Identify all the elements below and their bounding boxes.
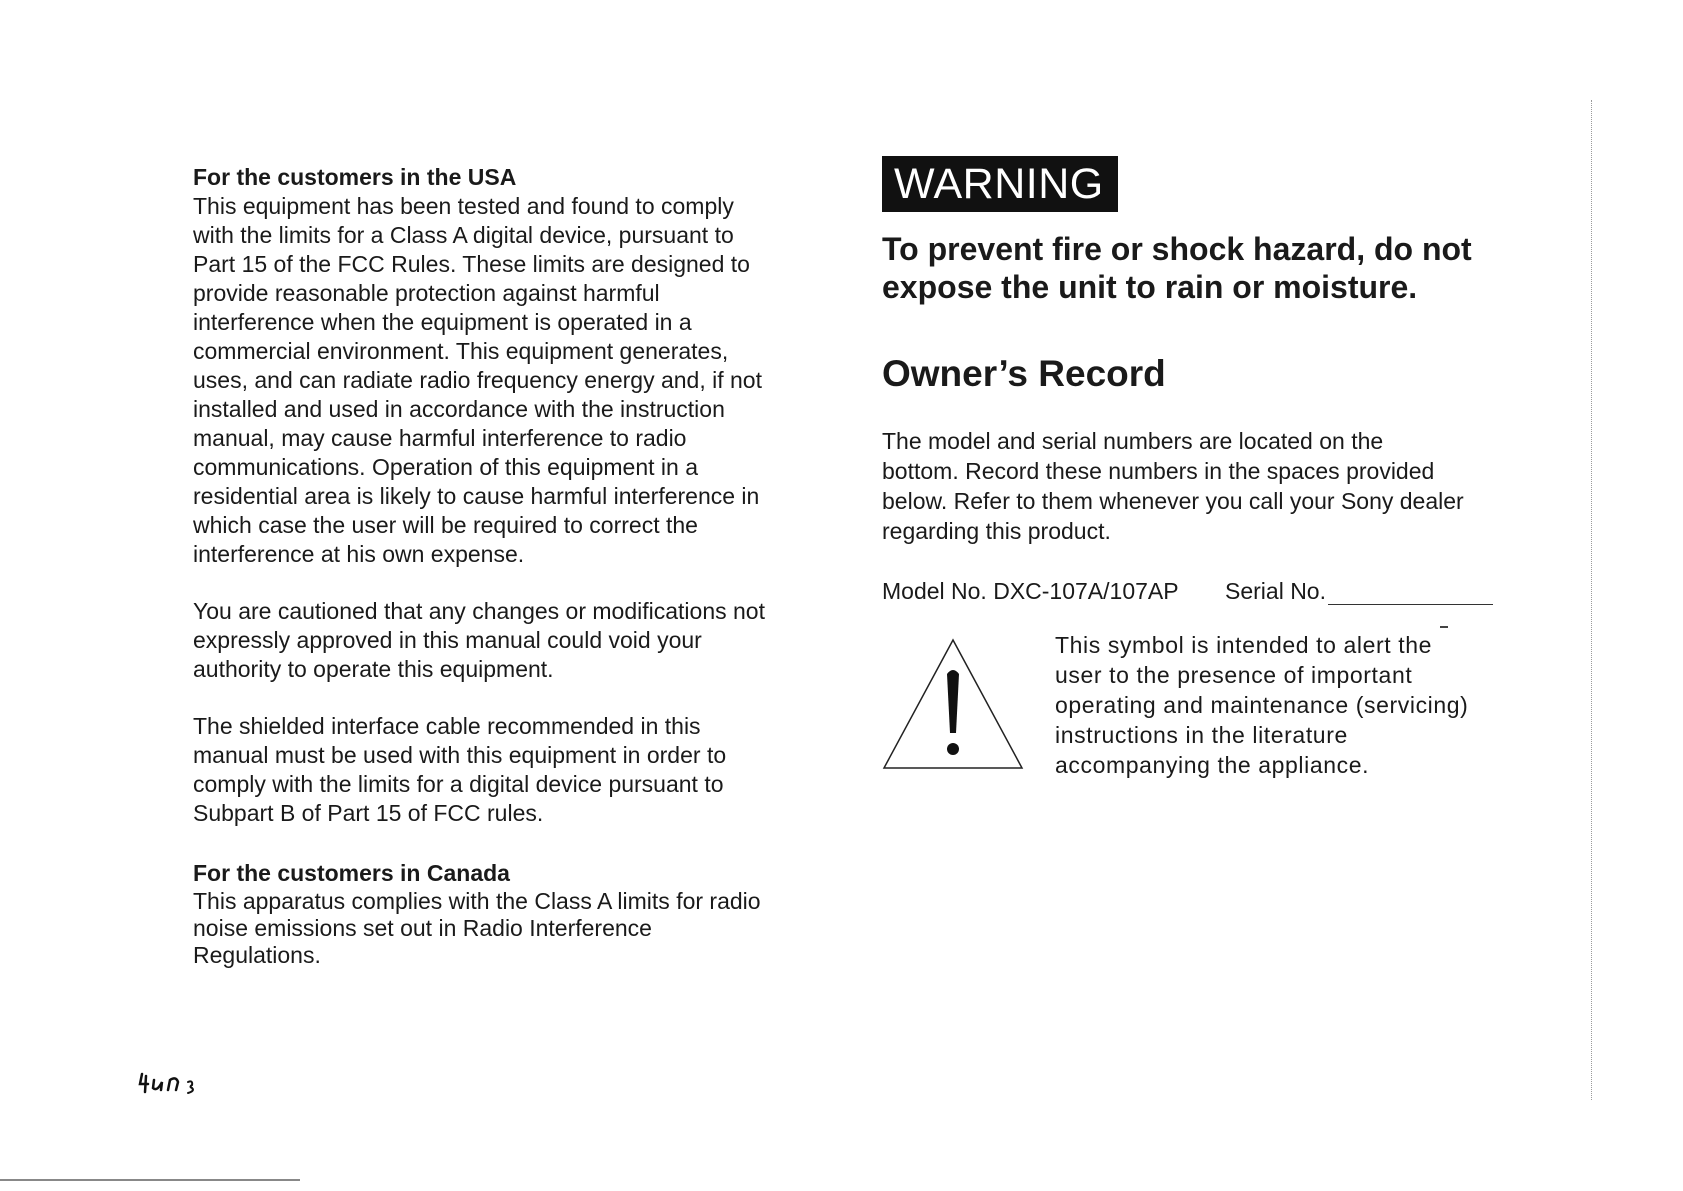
- usa-fcc-paragraph: This equipment has been tested and found to comply with the limits for a Class A digital device, pursuant to Part 15 of the FCC Rules. These limits are designed to provide reasonable protection against harmful interference when the equipment is operated in a commercial environment. This equipment generates, uses, and can radiate radio frequency energy and, if not installed and used in accordance with the instruction manual, may cause harmful interference to radio communications. Operation of this equipment in a residential area is likely to cause harmful interference in which case the user will be required to correct the interference at his own expense.: [193, 193, 762, 567]
- warning-badge: WARNING: [882, 156, 1118, 212]
- bottom-edge-line: [0, 1179, 300, 1181]
- serial-number-blank: [1328, 604, 1493, 605]
- model-number: Model No. DXC-107A/107AP: [882, 578, 1179, 604]
- shielded-cable-paragraph: The shielded interface cable recommended in this manual must be used with this equipment in order to comply with the limits for a digital device pursuant to Subpart B of Part 15 of FCC rules.: [193, 713, 727, 826]
- canada-paragraph: This apparatus complies with the Class A limits for radio noise emissions set out in Radio Interference Regulations.: [193, 888, 761, 968]
- handwritten-note: [136, 1068, 206, 1098]
- owners-record-title: Owner’s Record: [882, 353, 1166, 394]
- usa-heading: For the customers in the USA: [193, 164, 517, 190]
- symbol-explanation: This symbol is intended to alert the user to the presence of important operating and maintenance (servicing) instructions in the literature accompanying the appliance.: [1055, 632, 1469, 778]
- modifications-paragraph: You are cautioned that any changes or modifications not expressly approved in this manual could void your authority to operate this equipment.: [193, 598, 765, 682]
- scan-mark: [1440, 626, 1448, 628]
- canada-heading: For the customers in Canada: [193, 860, 510, 886]
- serial-number-label: Serial No.: [1225, 578, 1326, 604]
- symbol-block: [882, 628, 1522, 798]
- warning-triangle-icon: [882, 638, 1024, 772]
- page-edge-line: [1591, 100, 1592, 1100]
- right-column: [882, 156, 1522, 798]
- owners-record-text: The model and serial numbers are located on the bottom. Record these numbers in the spaces provided below. Refer to them whenever you call your Sony dealer regarding this product.: [882, 428, 1464, 544]
- left-column: [193, 162, 813, 969]
- model-serial-row: [882, 576, 1522, 610]
- hazard-warning-text: To prevent fire or shock hazard, do not expose the unit to rain or moisture.: [882, 231, 1472, 305]
